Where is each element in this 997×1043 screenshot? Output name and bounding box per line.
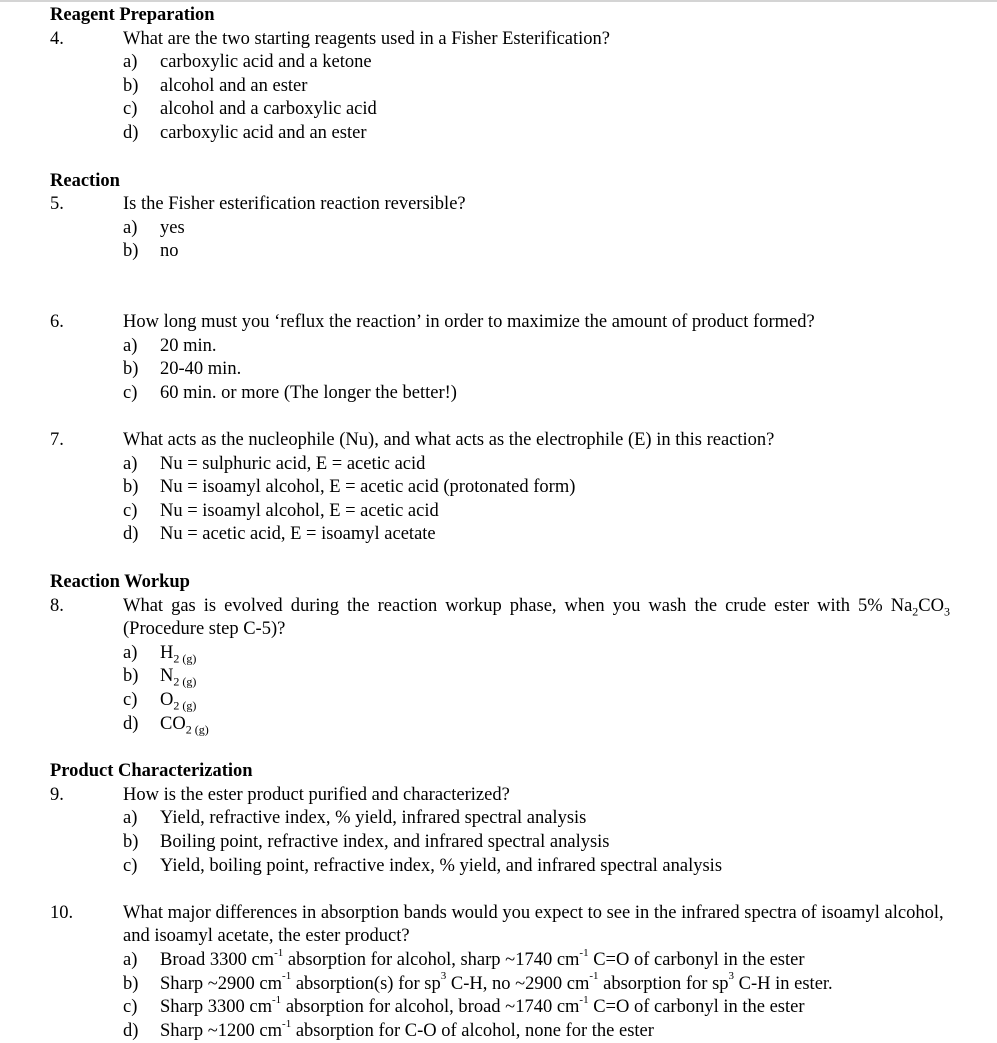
option-text: Nu = acetic acid, E = isoamyl acetate xyxy=(160,524,436,545)
question-7 xyxy=(50,429,950,547)
option-a[interactable] xyxy=(123,217,950,241)
answer-options xyxy=(123,51,950,145)
option-b[interactable] xyxy=(123,358,950,382)
option-label: b) xyxy=(123,973,139,994)
option-label: b) xyxy=(123,666,139,687)
option-text: alcohol and an ester xyxy=(160,75,308,96)
top-border xyxy=(0,0,997,2)
option-text: Sharp ~2900 $cm^{-1}$ absorption(s) for $sp^3$ C-H, no ~2900 $cm^{-1}$ absorption for $sp^3$ C-H in ester. xyxy=(160,970,833,994)
option-b[interactable] xyxy=(123,665,950,689)
option-text: 60 min. or more (The longer the better!) xyxy=(160,382,457,403)
option-text: $CO_{2 (g)}$ xyxy=(160,713,209,737)
option-text: Broad 3300 $cm^{-1}$ absorption for alcohol, sharp ~1740 $cm^{-1}$ C=O of carbonyl in the ester xyxy=(160,946,805,970)
option-label: b) xyxy=(123,241,139,262)
option-label: d) xyxy=(123,713,139,734)
option-label: a) xyxy=(123,642,138,663)
answer-options xyxy=(123,642,950,736)
option-d[interactable] xyxy=(123,122,950,146)
question-number: 5. xyxy=(50,194,64,215)
question-text: Is the Fisher esterification reaction reversible? xyxy=(123,194,466,215)
option-b[interactable] xyxy=(123,240,950,264)
option-text: Nu = isoamyl alcohol, E = acetic acid xyxy=(160,500,439,521)
answer-options xyxy=(123,807,950,878)
option-label: a) xyxy=(123,335,138,356)
option-label: c) xyxy=(123,997,138,1018)
section-heading-reaction: Reaction xyxy=(50,170,120,191)
question-5 xyxy=(50,193,950,264)
option-b[interactable] xyxy=(123,970,950,997)
option-text: yes xyxy=(160,217,185,238)
question-text: How is the ester product purified and characterized? xyxy=(123,784,510,805)
option-text: $H_{2 (g)}$ xyxy=(160,642,197,666)
question-number: 7. xyxy=(50,430,64,451)
option-label: c) xyxy=(123,500,138,521)
answer-options xyxy=(123,946,950,1043)
option-text: no xyxy=(160,241,179,262)
option-b[interactable] xyxy=(123,75,950,99)
option-text: Yield, refractive index, % yield, infrared spectral analysis xyxy=(160,808,587,829)
option-label: d) xyxy=(123,122,139,143)
option-a[interactable] xyxy=(123,335,950,359)
question-number: 6. xyxy=(50,312,64,333)
option-label: a) xyxy=(123,453,138,474)
question-number: 8. xyxy=(50,595,64,616)
option-text: carboxylic acid and an ester xyxy=(160,122,367,143)
option-text: Nu = isoamyl alcohol, E = acetic acid (protonated form) xyxy=(160,477,576,498)
option-label: b) xyxy=(123,75,139,96)
question-text: How long must you ‘reflux the reaction’ in order to maximize the amount of product formed? xyxy=(123,312,815,333)
option-text: Sharp ~1200 $cm^{-1}$ absorption for C-O of alcohol, none for the ester xyxy=(160,1017,654,1041)
option-text: alcohol and a carboxylic acid xyxy=(160,99,377,120)
option-d[interactable] xyxy=(123,713,950,737)
option-label: a) xyxy=(123,808,138,829)
quiz-page xyxy=(50,4,950,1043)
question-text: What gas is evolved during the reaction workup phase, when you wash the crude ester with 5% $Na_2CO_3$ (Procedure step C-5)? xyxy=(123,595,950,640)
option-d[interactable] xyxy=(123,1017,950,1043)
option-text: carboxylic acid and a ketone xyxy=(160,52,372,73)
question-text: What are the two starting reagents used in a Fisher Esterification? xyxy=(123,28,610,49)
option-c[interactable] xyxy=(123,689,950,713)
option-a[interactable] xyxy=(123,642,950,666)
question-6 xyxy=(50,311,950,405)
option-c[interactable] xyxy=(123,855,950,879)
question-number: 9. xyxy=(50,784,64,805)
option-a[interactable] xyxy=(123,807,950,831)
option-a[interactable] xyxy=(123,51,950,75)
option-label: c) xyxy=(123,99,138,120)
option-text: 20-40 min. xyxy=(160,359,242,380)
option-text: Yield, boiling point, refractive index, % yield, and infrared spectral analysis xyxy=(160,855,723,876)
option-text: 20 min. xyxy=(160,335,217,356)
option-text: $O_{2 (g)}$ xyxy=(160,690,197,713)
section-heading-reaction-workup: Reaction Workup xyxy=(50,572,190,593)
option-b[interactable] xyxy=(123,476,950,500)
option-label: d) xyxy=(123,1020,139,1041)
question-number: 4. xyxy=(50,28,64,49)
option-label: c) xyxy=(123,690,138,711)
option-label: b) xyxy=(123,359,139,380)
option-label: b) xyxy=(123,832,139,852)
question-number: 10. xyxy=(50,902,74,923)
answer-options xyxy=(123,217,950,264)
option-c[interactable] xyxy=(123,996,950,1020)
section-heading-product-characterization: Product Characterization xyxy=(50,761,253,782)
option-text: Sharp 3300 $cm^{-1}$ absorption for alcohol, broad ~1740 $cm^{-1}$ C=O of carbonyl in the ester xyxy=(160,994,805,1018)
option-label: b) xyxy=(123,477,139,498)
answer-options xyxy=(123,335,950,406)
question-9 xyxy=(50,784,950,878)
option-label: c) xyxy=(123,855,138,876)
option-a[interactable] xyxy=(123,453,950,477)
option-a[interactable] xyxy=(123,946,950,973)
question-4 xyxy=(50,28,950,146)
option-b[interactable] xyxy=(123,831,950,855)
section-heading-reagent-preparation: Reagent Preparation xyxy=(50,5,215,25)
question-text: What major differences in absorption bands would you expect to see in the infrared spectra of isoamyl alcohol, and isoamyl acetate, the ester product? xyxy=(123,902,944,947)
option-c[interactable] xyxy=(123,500,950,524)
option-c[interactable] xyxy=(123,382,950,406)
option-label: a) xyxy=(123,52,138,73)
question-8 xyxy=(50,595,950,737)
question-10 xyxy=(50,902,950,1043)
option-text: $N_{2 (g)}$ xyxy=(160,666,197,690)
option-text: Nu = sulphuric acid, E = acetic acid xyxy=(160,453,426,474)
question-text: What acts as the nucleophile (Nu), and what acts as the electrophile (E) in this reaction? xyxy=(123,430,775,451)
option-c[interactable] xyxy=(123,98,950,122)
option-label: c) xyxy=(123,382,138,403)
option-label: a) xyxy=(123,949,138,970)
option-text: Boiling point, refractive index, and infrared spectral analysis xyxy=(160,832,610,852)
option-d[interactable] xyxy=(123,523,950,547)
answer-options xyxy=(123,453,950,547)
option-label: a) xyxy=(123,217,138,238)
option-label: d) xyxy=(123,524,139,545)
